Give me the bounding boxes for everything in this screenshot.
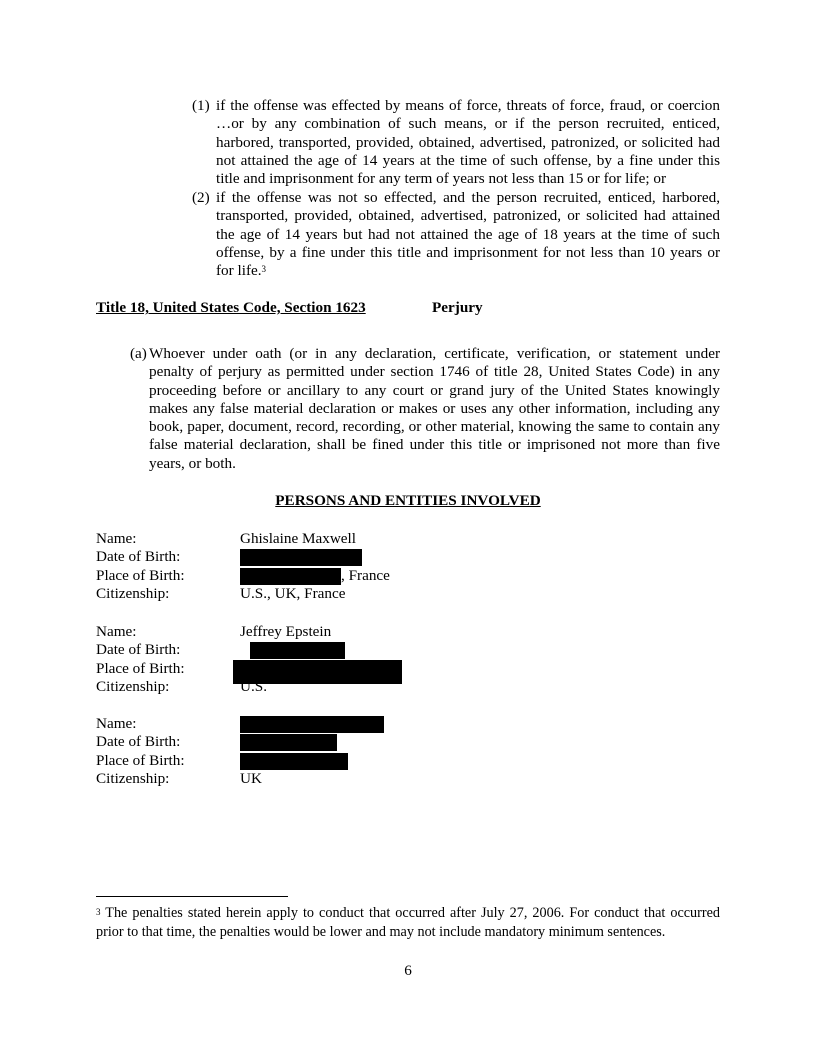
crime-name: Perjury [432, 299, 483, 316]
redacted-pob [240, 752, 348, 770]
redaction-bar [250, 642, 345, 659]
person-record [96, 715, 596, 788]
name-label: Name: [96, 715, 137, 732]
citizenship-value: UK [240, 769, 262, 787]
person-record [96, 623, 596, 696]
footnote-number: 3 [96, 907, 101, 917]
item-text: Whoever under oath (or in any declaration, certificate, verification, or statement under penalty of perjury as permitted under section 1746 of title 28, United States Code) in any proceeding before or ancillary to any court or grand jury of the United States knowingly makes any false material declaration or makes or uses any other information, including any book, paper, document, record, recording, or other material, knowing the same to contain any false material declaration, shall be fined under this title or imprisoned not more than five years, or both. [149, 345, 720, 472]
redaction-bar [240, 568, 341, 585]
redacted-name [240, 715, 384, 733]
page-number: 6 [404, 962, 412, 979]
citizenship-label: Citizenship: [96, 584, 170, 602]
item-number: (2) [192, 189, 210, 206]
redaction-bar [240, 549, 362, 566]
citizenship-label: Citizenship: [96, 677, 170, 695]
place-of-birth [240, 567, 390, 585]
dob-label: Date of Birth: [96, 641, 181, 659]
pob-label: Place of Birth: [96, 751, 185, 769]
item-number: (a) [130, 345, 147, 362]
footnote [96, 904, 720, 941]
footnote-ref: 3 [261, 264, 267, 275]
redacted-dob [250, 641, 345, 659]
penalty-item-1 [192, 97, 720, 188]
redaction-bar [240, 716, 384, 733]
item-text-body: if the offense was not so effected, and the person recruited, enticed, harbored, transported, provided, obtained, advertised, patronized, or solicited had attained the age of 14 years but had not attained the age of 18 years at the time of such offense, by a fine under this title and imprisonment for not less than 10 years or for life. [216, 189, 720, 280]
redacted-dob [240, 548, 362, 566]
statute-heading [96, 299, 720, 317]
citizenship-value: U.S. [240, 677, 268, 695]
name-label: Name: [96, 623, 137, 640]
item-number: (1) [192, 97, 210, 114]
penalty-item-2 [192, 189, 720, 280]
person-record [96, 530, 596, 603]
pob-label: Place of Birth: [96, 659, 185, 677]
person-name: Jeffrey Epstein [240, 623, 332, 640]
person-name: Ghislaine Maxwell [240, 530, 356, 547]
name-label: Name: [96, 530, 137, 547]
item-text [216, 189, 720, 280]
citizenship-value: U.S., UK, France [240, 584, 346, 602]
statute-citation: Title 18, United States Code, Section 1623 [96, 299, 366, 316]
redaction-bar [240, 734, 337, 751]
footnote-divider [96, 896, 288, 897]
section-title: PERSONS AND ENTITIES INVOLVED [275, 492, 541, 509]
citizenship-label: Citizenship: [96, 769, 170, 787]
redacted-dob [240, 733, 337, 751]
dob-label: Date of Birth: [96, 548, 181, 566]
dob-label: Date of Birth: [96, 733, 181, 751]
item-text: if the offense was effected by means of force, threats of force, fraud, or coercion …or by any combination of such means, or if the person recruited, enticed, harbored, transported, provided, obtained, advertised, patronized, or solicited had not attained the age of 14 years at the time of such offense, by a fine under this title and imprisonment for any term of years not less than 15 or for life; or [216, 97, 720, 188]
perjury-item-a [130, 345, 720, 473]
redaction-bar [240, 753, 348, 770]
pob-label: Place of Birth: [96, 566, 185, 584]
footnote-text: The penalties stated herein apply to conduct that occurred after July 27, 2006. For conduct that occurred prior to that time, the penalties would be lower and may not include mandatory minimum sentences. [96, 905, 720, 940]
pob-country: , France [341, 566, 390, 584]
